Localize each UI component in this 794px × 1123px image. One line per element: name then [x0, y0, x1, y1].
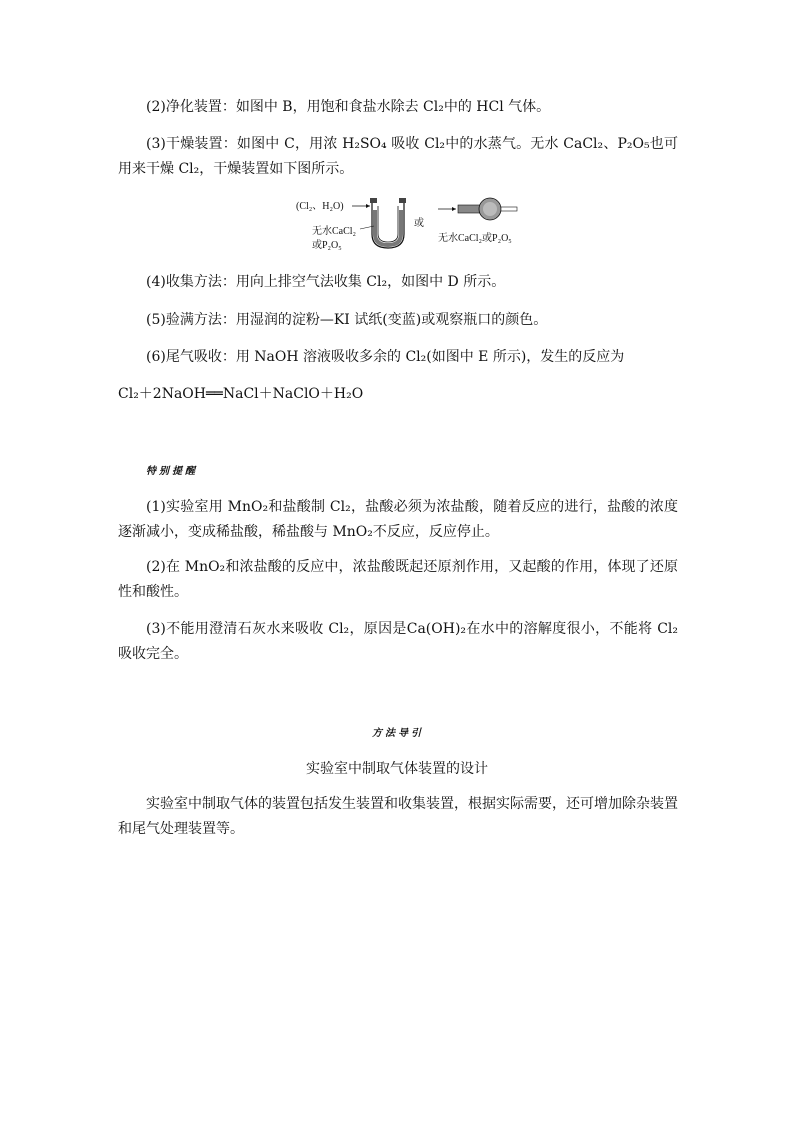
dryer-inlet-tube — [458, 205, 480, 213]
method-heading: 方法导引 — [372, 728, 424, 739]
drying-apparatus-figure — [290, 196, 540, 258]
figure-utube-label-2: 或P₂O₅ — [312, 240, 342, 251]
tip-1: (1)实验室用 MnO₂和盐酸制 Cl₂，盐酸必须为浓盐酸，随着反应的进行，盐酸的浓度逐渐减小，变成稀盐酸，稀盐酸与 MnO₂不反应，反应停止。 — [118, 499, 678, 540]
dryer-arrow-head — [452, 207, 456, 211]
method-title: 实验室中制取气体装置的设计 — [306, 761, 488, 777]
method-paragraph: 实验室中制取气体的装置包括发生装置和收集装置，根据实际需要，还可增加除杂装置和尾气处理装置等。 — [118, 796, 678, 837]
drying-apparatus-diagram — [290, 196, 540, 258]
paragraph-drying: (3)干燥装置：如图中 C，用浓 H₂SO₄ 吸收 Cl₂中的水蒸气。无水 CaCl₂、P₂O₅也可用来干燥 Cl₂，干燥装置如下图所示。 — [118, 136, 678, 177]
chemical-equation: Cl₂＋2NaOH══NaCl＋NaClO＋H₂O — [118, 386, 364, 402]
paragraph-purification: (2)净化装置：如图中 B，用饱和食盐水除去 Cl₂中的 HCl 气体。 — [146, 99, 551, 115]
dryer-bulb-inner — [483, 202, 497, 216]
paragraph-collection: (4)收集方法：用向上排空气法收集 Cl₂，如图中 D 所示。 — [146, 274, 506, 290]
figure-or-label: 或 — [414, 218, 424, 229]
u-tube-packing — [373, 210, 403, 247]
u-tube-inner — [378, 206, 398, 242]
figure-input-label: (Cl₂、H₂O) — [296, 201, 344, 212]
tip-2: (2)在 MnO₂和浓盐酸的反应中，浓盐酸既起还原剂作用，又起酸的作用，体现了还原性和酸性。 — [118, 559, 678, 600]
paragraph-full-check: (5)验满方法：用湿润的淀粉—KI 试纸(变蓝)或观察瓶口的颜色。 — [146, 312, 548, 328]
paragraph-tail-gas: (6)尾气吸收：用 NaOH 溶液吸收多余的 Cl₂(如图中 E 所示)，发生的反应为 — [146, 349, 625, 365]
u-tube-stopper-left — [370, 198, 377, 203]
u-tube-stopper-right — [399, 198, 406, 203]
figure-utube-label-1: 无水CaCl₂ — [312, 226, 357, 237]
figure-dryer-label: 无水CaCl₂或P₂O₅ — [438, 233, 512, 244]
input-arrow-head — [366, 204, 370, 208]
dryer-outlet-tube — [501, 207, 517, 211]
tip-3: (3)不能用澄清石灰水来吸收 Cl₂，原因是Ca(OH)₂在水中的溶解度很小，不能将 Cl₂吸收完全。 — [118, 621, 678, 662]
special-note-heading: 特别提醒 — [146, 466, 198, 477]
